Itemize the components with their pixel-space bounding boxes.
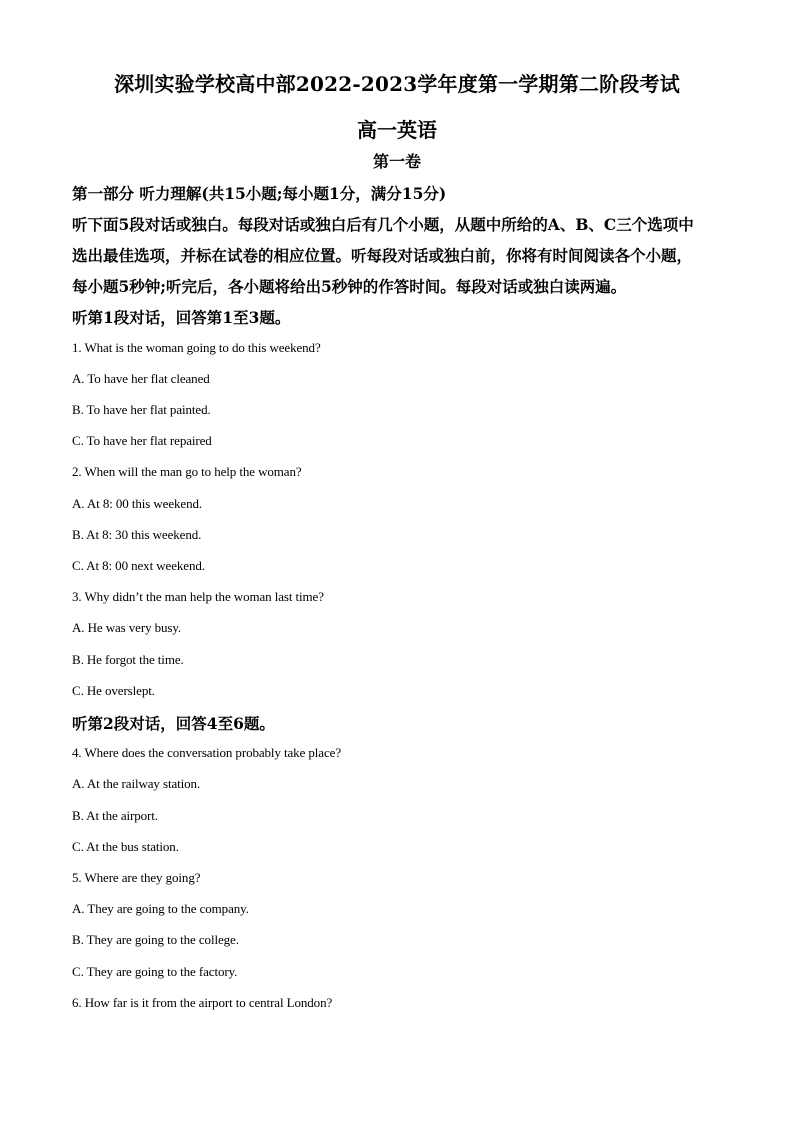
- question-stem: 6. How far is it from the airport to central London?: [72, 995, 333, 1010]
- question-stem: 1. What is the woman going to do this weekend?: [72, 340, 321, 355]
- answer-option: C. At the bus station.: [72, 839, 179, 854]
- answer-option: B. At the airport.: [72, 808, 158, 823]
- instruction-line: 听下面5段对话或独白。每段对话或独白后有几个小题，从题中所给的A、B、C三个选项中: [72, 215, 694, 234]
- answer-option: B. They are going to the college.: [72, 932, 239, 947]
- answer-option: C. At 8: 00 next weekend.: [72, 558, 205, 573]
- volume-title: 第一卷: [372, 152, 421, 171]
- question-stem: 2. When will the man go to help the woman?: [72, 464, 302, 479]
- instruction-line: 每小题5秒钟;听完后，各小题将给出5秒钟的作答时间。每段对话或独白读两遍。: [72, 277, 627, 296]
- question-stem: 5. Where are they going?: [72, 870, 201, 885]
- answer-option: C. To have her flat repaired: [72, 433, 212, 448]
- instruction-line: 选出最佳选项，并标在试卷的相应位置。听每段对话或独白前，你将有时间阅读各个小题，: [72, 246, 693, 265]
- section-heading: 第一部分 听力理解(共15小题;每小题1分，满分15分): [72, 184, 447, 203]
- answer-option: A. To have her flat cleaned: [72, 371, 210, 386]
- answer-option: C. They are going to the factory.: [72, 964, 238, 979]
- answer-option: B. He forgot the time.: [72, 652, 184, 667]
- dialogue-heading: 听第2段对话，回答4至6题。: [72, 714, 275, 733]
- answer-option: A. At the railway station.: [72, 776, 201, 791]
- exam-title: 深圳实验学校高中部2022-2023学年度第一学期第二阶段考试: [114, 72, 680, 96]
- question-stem: 3. Why didn’t the man help the woman last time?: [72, 589, 324, 604]
- subject-title: 高一英语: [357, 118, 437, 142]
- question-stem: 4. Where does the conversation probably take place?: [72, 745, 341, 760]
- answer-option: C. He overslept.: [72, 683, 155, 698]
- answer-option: B. To have her flat painted.: [72, 402, 211, 417]
- dialogue-heading: 听第1段对话，回答第1至3题。: [72, 308, 291, 327]
- answer-option: A. At 8: 00 this weekend.: [72, 496, 203, 511]
- answer-option: A. They are going to the company.: [72, 901, 249, 916]
- answer-option: B. At 8: 30 this weekend.: [72, 527, 202, 542]
- answer-option: A. He was very busy.: [72, 620, 182, 635]
